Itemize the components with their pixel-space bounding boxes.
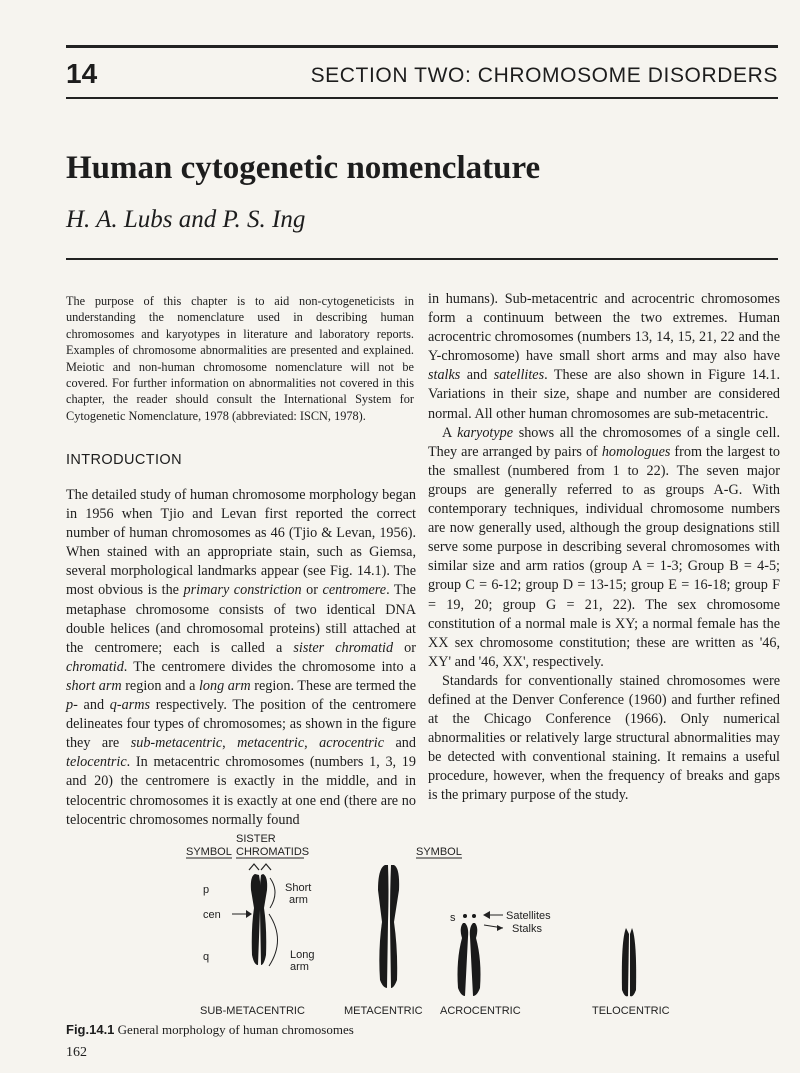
metacentric-chromatid-right	[390, 865, 399, 988]
label-cen: cen	[203, 909, 221, 921]
type-label-submetacentric: SUB-METACENTRIC	[200, 1005, 305, 1017]
acrocentric-satellite-left	[463, 914, 467, 918]
standards-paragraph: Standards for conventionally stained chromosomes were defined at the Denver Conference (1960) and further refined at the Chicago Conference (1966). Only numerical abnormalities or relatively large structural abnormalities may be detected with conventional staining. It remains a useful procedure, however, when the frequency of breaks and gaps is the primary purpose of the study.	[428, 672, 780, 804]
label-sister: SISTER	[236, 833, 276, 845]
top-rule	[66, 45, 778, 48]
short-arm-bracket	[270, 878, 275, 908]
label-q: q	[203, 951, 210, 963]
acrocentric-chromatid-left	[458, 923, 469, 996]
section-title: SECTION TWO: CHROMOSOME DISORDERS	[310, 64, 778, 87]
left-column-body	[66, 486, 416, 830]
figure-caption	[66, 1022, 354, 1038]
introduction-paragraph: The detailed study of human chromosome morphology began in 1956 when Tjio and Levan first reported the correct number of human chromosomes as 46 (Tjio & Levan, 1956). When stained with an appropriate stain, such as Giemsa, several morphological landmarks appear (see Fig. 14.1). The most obvious is the primary constriction or centromere. The metaphase chromosome consists of two identical DNA double helices (and chromosomal proteins) still attached at the centromere; each is called a sister chromatid or chromatid. The centromere divides the chromosome into a short arm region and a long arm region. These are termed the p- and q-arms respectively. The position of the centromere delineates four types of chromosomes; as shown in the figure they are sub-metacentric, metacentric, acrocentric and telocentric. In metacentric chromosomes (numbers 1, 3, 19 and 20) the centromere is exactly in the middle, and in telocentric chromosomes it is exactly at one end (there are no telocentric chromosomes normally found	[66, 487, 417, 828]
karyotype-paragraph: A karyotype shows all the chromosomes of a single cell. They are arranged by pairs of homologues from the largest to the smallest (numbered from 1 to 22). The seven major groups are generally referred to as groups A-G. With contemporary techniques, individual chromosome numbers are now generally used, although the group designations still serve some purpose in describing several chromosomes with similar size and arm ratios (group A = 1-3; Group B = 4-5; group C = 6-12; group D = 13-15; group E = 16-18; group F = 19, 20; group G = 21, 22). The sex chromosome constitution of a normal male is XY; a normal female has the XX sex chromosome constitution; these are written as '46, XY' and '46, XX', respectively.	[428, 424, 780, 670]
telocentric-chromatid-right	[630, 928, 636, 996]
type-label-acrocentric: ACROCENTRIC	[440, 1005, 521, 1017]
label-s: s	[450, 912, 456, 924]
telocentric-chromatid-left	[622, 928, 629, 996]
label-short: Short	[285, 882, 312, 894]
label-symbol-left: SYMBOL	[186, 846, 232, 858]
title-rule	[66, 258, 778, 260]
type-label-metacentric: METACENTRIC	[344, 1005, 423, 1017]
intro-heading: INTRODUCTION	[66, 452, 182, 468]
label-short-arm: arm	[289, 894, 308, 906]
continuation-paragraph: in humans). Sub-metacentric and acrocentric chromosomes form a continuum between the two extremes. Human acrocentric chromosomes (numbers 13, 14, 15, 21, 22 and the Y-chromosome) have small short arms and may also have stalks and satellites. These are also shown in Figure 14.1. Variations in their size, shape and number are considered normal. All other human chromosomes are sub-metacentric.	[428, 291, 780, 422]
label-symbol-right: SYMBOL	[416, 846, 462, 858]
caption-label: Fig.14.1	[66, 1022, 115, 1037]
label-long: Long	[290, 949, 315, 961]
authors: H. A. Lubs and P. S. Ing	[66, 206, 306, 233]
header-rule	[66, 97, 778, 99]
long-arm-bracket	[269, 914, 278, 966]
caption-text: General morphology of human chromosomes	[117, 1022, 354, 1037]
label-p: p	[203, 884, 210, 896]
acrocentric-satellite-right	[472, 914, 476, 918]
satellites-arrow-icon	[483, 911, 490, 919]
stalks-arrow-icon	[497, 925, 503, 931]
abstract: The purpose of this chapter is to aid non-cytogeneticists in understanding the nomenclature used in describing human chromosomes and karyotypes in literature and laboratory reports. Examples of chromosome abnormalities are presented and explained. Meiotic and non-human chromosome nomenclature will not be covered. For further information on abnormalities not covered in this chapter, the reader should consult the International System for Cytogenetic Nomenclature, 1978 (abbreviated: ISCN, 1978).	[66, 294, 414, 423]
chromatid-caret-icon	[249, 864, 271, 870]
chromosome-figure	[0, 830, 800, 1025]
cen-arrow-icon	[246, 910, 252, 918]
label-chromatids: CHROMATIDS	[236, 846, 310, 858]
right-column-body	[428, 290, 780, 806]
footer-page-number: 162	[66, 1045, 87, 1060]
label-satellites: Satellites	[506, 910, 551, 922]
submetacentric-chromatid-left	[251, 874, 261, 965]
metacentric-chromatid-left	[378, 865, 389, 988]
chapter-title: Human cytogenetic nomenclature	[66, 150, 541, 186]
label-stalks: Stalks	[512, 923, 542, 935]
acrocentric-chromatid-right	[470, 923, 481, 996]
label-long-arm: arm	[290, 961, 309, 973]
submetacentric-chromatid-right	[260, 874, 268, 965]
page-number: 14	[66, 58, 98, 89]
type-label-telocentric: TELOCENTRIC	[592, 1005, 670, 1017]
